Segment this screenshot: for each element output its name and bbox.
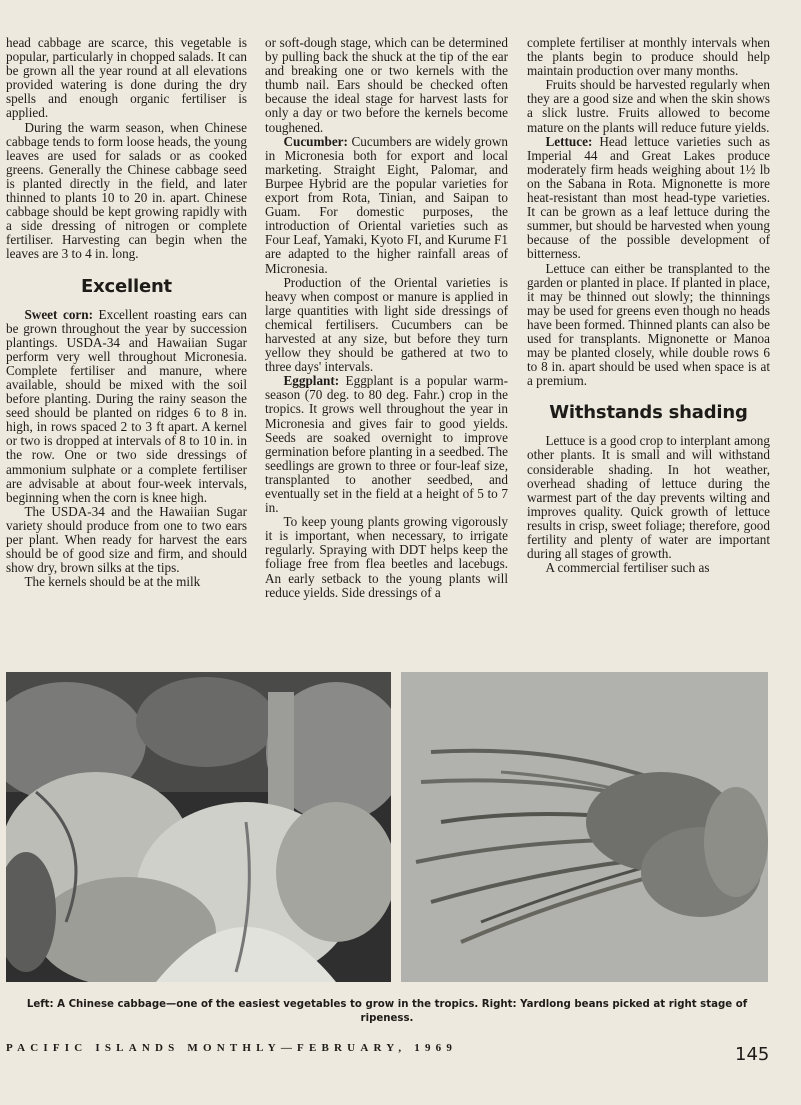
paragraph: During the warm season, when Chinese cabbage tends to form loose heads, the young leaves are used for salads or as cooked greens. Generally the Chinese cabbage seed is planted directly in the field, and later thinned to plants 10 to 20 in. apart. Chinese cabbage should be kept growing rapidly with a side dressing of nitrogen or complete fertiliser. Harvesting can begin when the leaves are 3 to 4 in. long. <box>6 119 247 262</box>
yardlong-beans-image <box>401 672 768 982</box>
paragraph <box>265 135 508 276</box>
section-heading: Excellent <box>81 275 172 297</box>
paragraph: The USDA-34 and the Hawaiian Sugar variety should produce from one to two ears per plant. When ready for harvest the ears should be of good size and firm, and should show dry, brown silks at the tips. <box>6 503 247 576</box>
paragraph: Fruits should be harvested regularly when they are a good size and when the skin shows a slick lustre. Fruits allowed to become mature on the plants will reduce future yields. <box>527 77 770 135</box>
chinese-cabbage-photo <box>6 672 391 982</box>
paragraph-lead: Eggplant: <box>283 373 340 389</box>
paragraph <box>6 308 247 505</box>
paragraph: Lettuce is a good crop to interplant among other plants. It is small and will withstand considerable shading. In hot weather, overhead shading of lettuce during the warmest part of the day prevents wilting and improves quality. Quick growth of lettuce results in crisp, sweet foliage; therefore, good fertility and plenty of water are important during all stages of growth. <box>527 433 770 562</box>
column-1 <box>6 36 247 589</box>
masthead-footer: PACIFIC ISLANDS MONTHLY—FEBRUARY, 1969 <box>6 1042 458 1054</box>
chinese-cabbage-image <box>6 672 391 982</box>
paragraph: To keep young plants growing vigorously it is important, when necessary, to irrigate regularly. Spraying with DDT helps keep the foliage free from flea beetles and lacebugs. An early setback to the young plants will reduce yields. Side dressings of a <box>265 514 508 600</box>
paragraph: head cabbage are scarce, this vegetable is popular, particularly in chopped salads. It can be grown all the year round at all elevations provided watering is done during the dry spells and enough organic fertiliser is applied. <box>6 35 247 121</box>
page-number: 145 <box>735 1044 770 1065</box>
paragraph-body: Excellent roasting ears can be grown throughout the year by succession plantings. USDA-34 and Hawaiian Sugar perform very well throughout Micronesia. Complete fertiliser and manure, where available, should be mixed with the soil before planting. During the rainy season the seed should be planted on ridges 6 to 8 in. high, in rows spaced 2 to 3 ft apart. A kernel or two is dropped at intervals of 8 to 10 in. in the row. One or two side dressings of ammonium sulphate or a complete fertiliser are advisable at about four-week intervals, beginning when the corn is knee high. <box>6 306 247 505</box>
paragraph: Lettuce can either be transplanted to the garden or planted in place. If planted in place, it may be thinned out slowly; the thinnings may be used for greens even though no heads have been formed. Thinned plants can also be used for transplants. Mignonette or Manoa may be planted closely, while double rows 6 to 8 in. apart should be used when space is at a premium. <box>527 260 770 389</box>
column-3 <box>527 36 770 575</box>
column-2 <box>265 36 508 600</box>
paragraph: A commercial fertiliser such as <box>545 560 710 576</box>
paragraph-lead: Sweet corn: <box>24 306 93 322</box>
paragraph <box>527 135 770 262</box>
paragraph: or soft-dough stage, which can be determined by pulling back the shuck at the tip of the ear and breaking one or two kernels with the thumb nail. Ears should be checked often because the ideal stage for harvest lasts for only a day or two before the kernels become toughened. <box>265 35 508 135</box>
paragraph: complete fertiliser at monthly intervals when the plants begin to produce should help maintain production over many months. <box>527 35 770 79</box>
paragraph-lead: Lettuce: <box>545 133 593 149</box>
paragraph-body: Eggplant is a popular warm-season (70 deg. to 80 deg. Fahr.) crop in the tropics. It grows well throughout the year in Micronesia and gives fair to good yields. Seeds are soaked overnight to improve germination before planting in a seedbed. The seedlings are grown to three or four-leaf size, transplanted to another seedbed, and eventually set in the field at a height of 5 to 7 in. <box>265 373 508 516</box>
photo-caption: Left: A Chinese cabbage—one of the easiest vegetables to grow in the tropics. Right: Yardlong beans picked at right stage of ripeness. <box>26 999 748 1024</box>
paragraph-lead: Cucumber: <box>283 133 348 149</box>
paragraph: The kernels should be at the milk <box>24 574 201 590</box>
paragraph-body: Cucumbers are widely grown in Micronesia both for export and local marketing. Straight Eight, Palomar, and Burpee Hybrid are the popular varieties for export from Rota, Tinian, and Saipan to Guam. For domestic purposes, the introduction of Oriental varieties such as Four Leaf, Yamaki, Kyoto FI, and Kurume F1 are adapted to the higher rainfall areas of Micronesia. <box>265 133 508 276</box>
yardlong-beans-photo <box>401 672 768 982</box>
paragraph <box>265 374 508 515</box>
section-heading: Withstands shading <box>549 402 748 424</box>
paragraph: Production of the Oriental varieties is heavy when compost or manure is applied in large quantities with light side dressings of chemical fertilisers. Cucumbers can be harvested at any size, but before they turn yellow they should be gathered at two to three days' intervals. <box>265 274 508 375</box>
paragraph-body: Head lettuce varieties such as Imperial 44 and Great Lakes produce moderately firm heads weighing about 1½ lb on the Sabana in Rota. Mignonette is more heat-resistant than most head-type varieties. It can be grown as a leaf lettuce during the summer, but should be harvested when young because of the possible development of bitterness. <box>527 133 770 262</box>
